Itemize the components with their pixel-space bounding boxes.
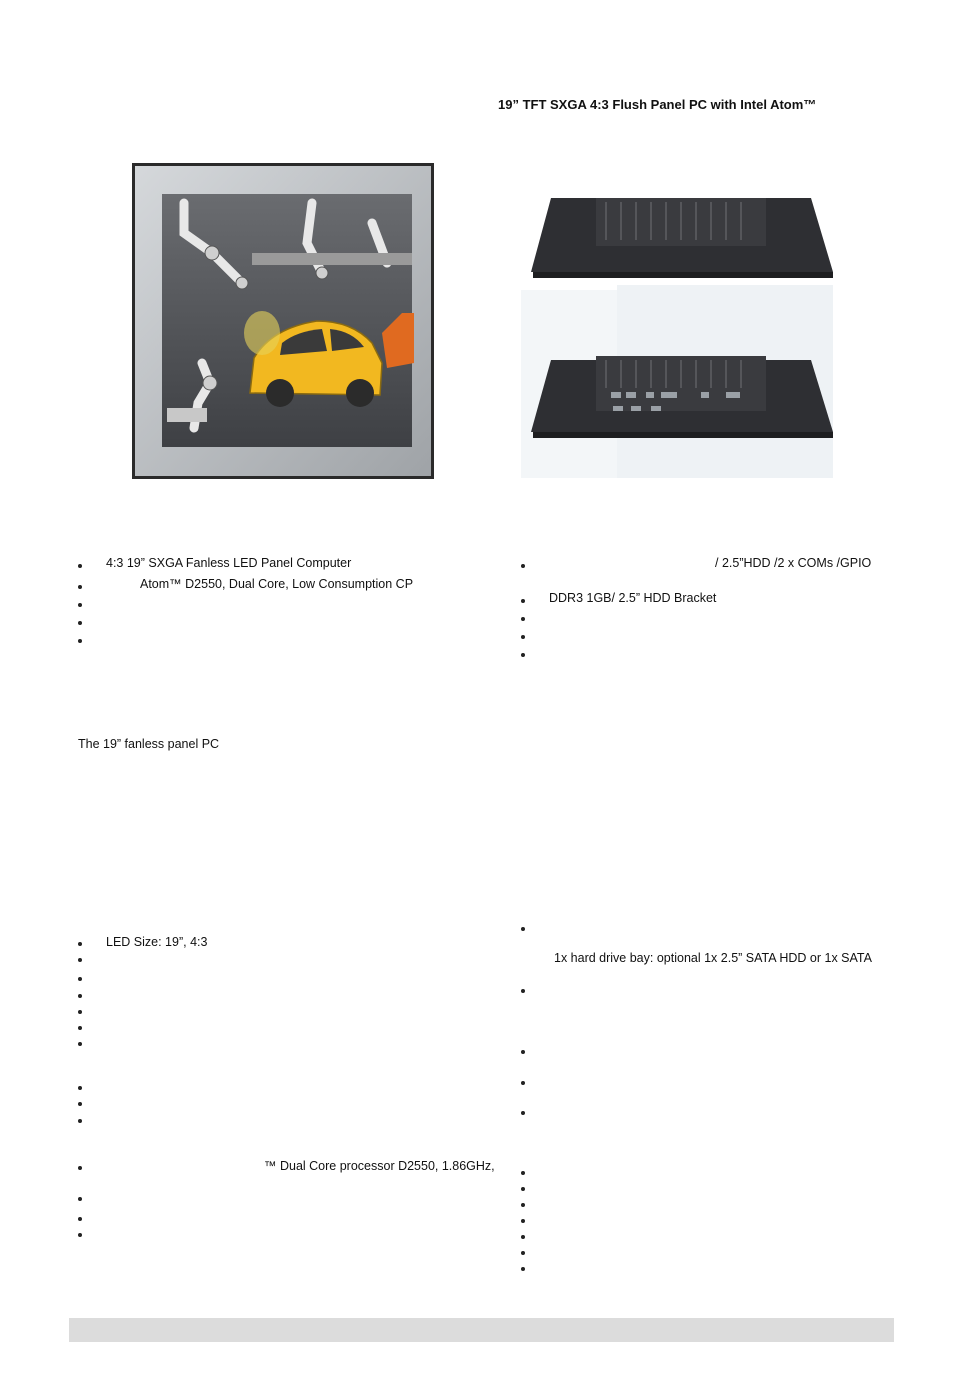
bullet-icon xyxy=(521,1203,525,1207)
bullet-icon xyxy=(78,585,82,589)
bullet-icon xyxy=(78,958,82,962)
list-item: Atom™ D2550, Dual Core, Low Consumption CP xyxy=(140,577,414,591)
list-item: / 2.5”HDD /2 x COMs /GPIO xyxy=(715,556,872,570)
bullet-icon xyxy=(78,603,82,607)
bullet-icon xyxy=(521,653,525,657)
bullet-icon xyxy=(78,1042,82,1046)
bullet-icon xyxy=(78,1166,82,1170)
bullet-icon xyxy=(78,1233,82,1237)
bullet-icon xyxy=(521,599,525,603)
bullet-icon xyxy=(521,1081,525,1085)
bullet-icon xyxy=(78,942,82,946)
bullet-icon xyxy=(78,621,82,625)
footer-bar xyxy=(69,1318,894,1342)
bullet-icon xyxy=(78,1010,82,1014)
bullet-icon xyxy=(78,1217,82,1221)
list-item: LED Size: 19”, 4:3 xyxy=(106,935,208,949)
bullet-icon xyxy=(78,1102,82,1106)
bullet-icon xyxy=(521,1187,525,1191)
description-text: The 19” fanless panel PC xyxy=(78,737,220,751)
page-title: 19” TFT SXGA 4:3 Flush Panel PC with Intel Atom™ xyxy=(498,97,817,112)
list-item: ™ Dual Core processor D2550, 1.86GHz, xyxy=(264,1159,495,1173)
list-item: DDR3 1GB/ 2.5” HDD Bracket xyxy=(549,591,717,605)
list-item: 1x hard drive bay: optional 1x 2.5” SATA HDD or 1x SATA xyxy=(554,951,872,965)
list-item: 4:3 19” SXGA Fanless LED Panel Computer xyxy=(106,556,352,570)
bullet-icon xyxy=(521,1111,525,1115)
bullet-icon xyxy=(521,1219,525,1223)
bullet-icon xyxy=(521,1251,525,1255)
bullet-icon xyxy=(78,994,82,998)
bullet-icon xyxy=(78,1026,82,1030)
bullet-icon xyxy=(521,617,525,621)
bullet-icon xyxy=(521,1171,525,1175)
product-front-image xyxy=(132,163,434,479)
bullet-icon xyxy=(521,635,525,639)
bullet-icon xyxy=(78,1197,82,1201)
bullet-icon xyxy=(521,989,525,993)
bullet-icon xyxy=(78,1119,82,1123)
bullet-icon xyxy=(521,1235,525,1239)
bullet-icon xyxy=(78,564,82,568)
bullet-icon xyxy=(78,977,82,981)
product-rear-images xyxy=(521,160,833,478)
bullet-icon xyxy=(521,1050,525,1054)
bullet-icon xyxy=(521,927,525,931)
bullet-icon xyxy=(521,1267,525,1271)
bullet-icon xyxy=(78,1086,82,1090)
bullet-icon xyxy=(521,564,525,568)
bullet-icon xyxy=(78,639,82,643)
